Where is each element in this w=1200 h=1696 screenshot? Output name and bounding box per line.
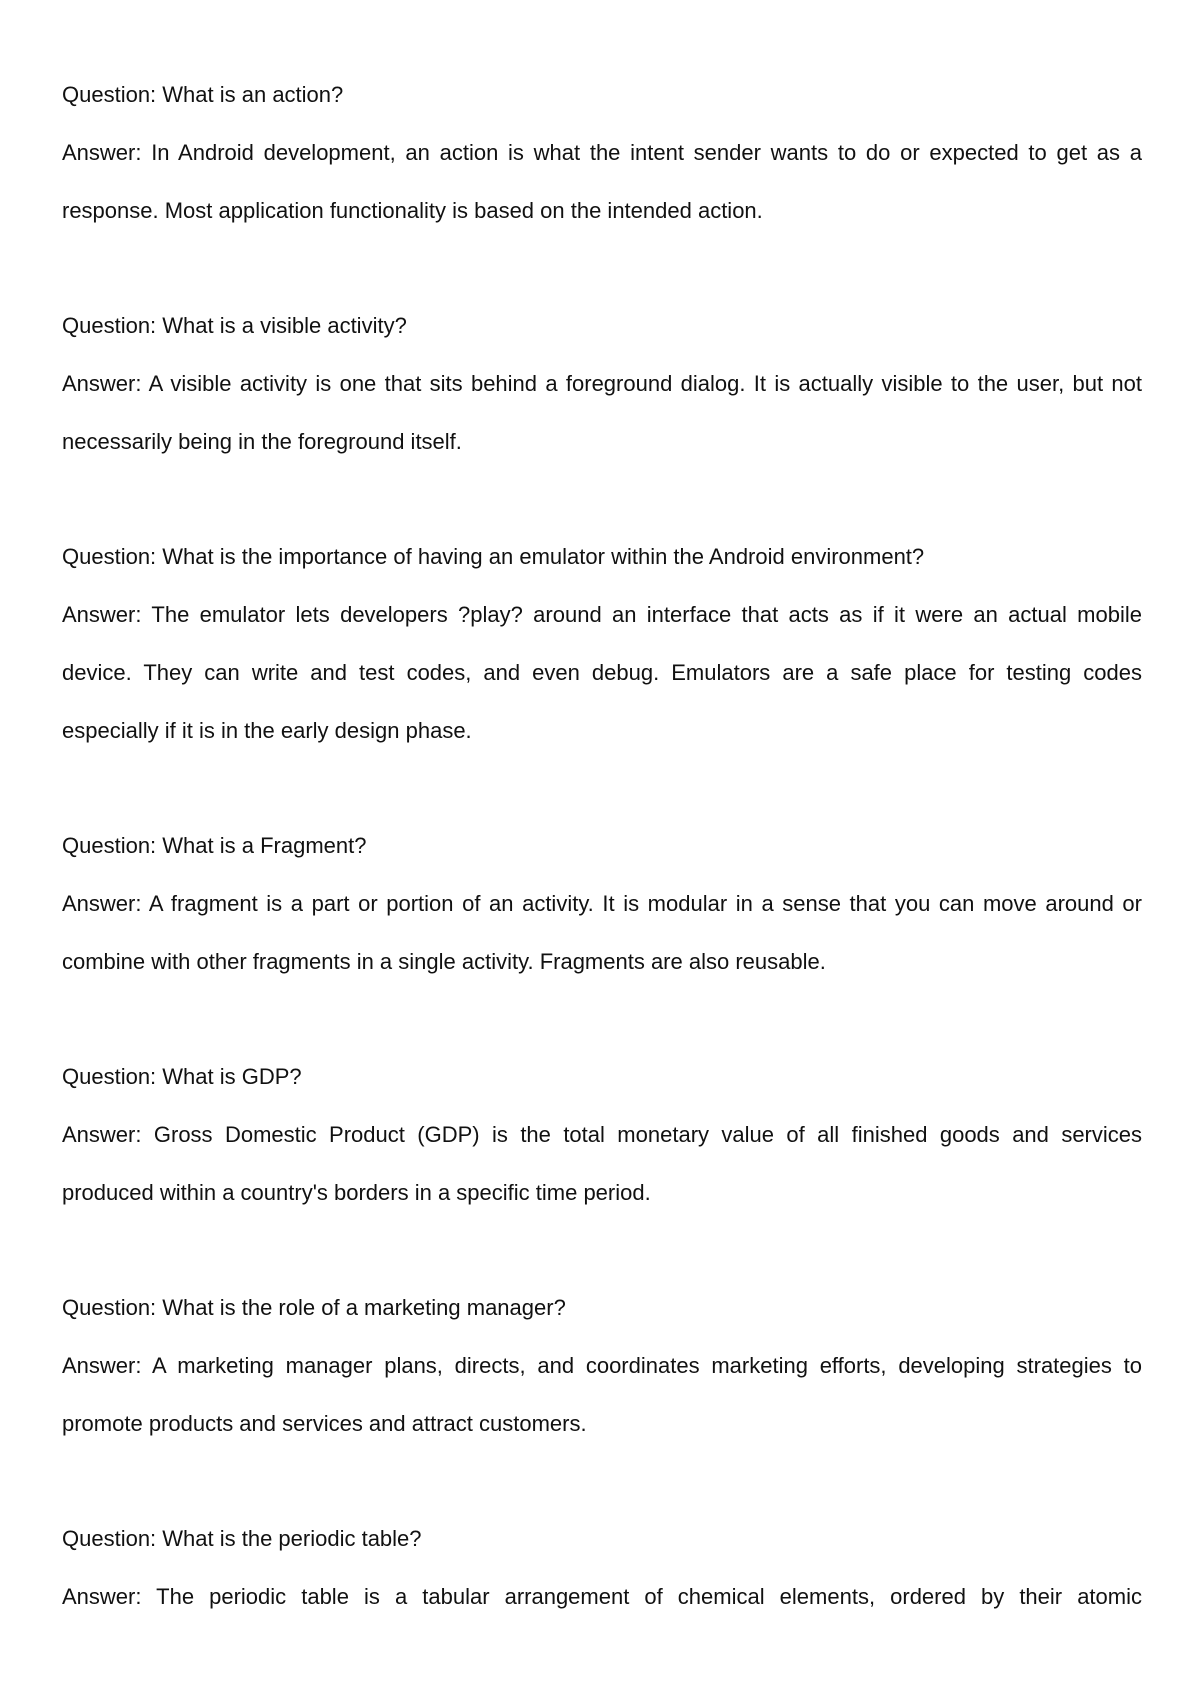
answer-text: Answer: The periodic table is a tabular arrangement of chemical elements, ordered by their atomic — [62, 1584, 1142, 1609]
qa-item — [62, 1048, 1142, 1222]
answer-text: Answer: In Android development, an action is what the intent sender wants to do or expected to get as a response. Most application functionality is based on the intended action. — [62, 140, 1142, 223]
answer-text: Answer: A fragment is a part or portion of an activity. It is modular in a sense that you can move around or combine with other fragments in a single activity. Fragments are also reusable. — [62, 891, 1142, 974]
answer-text: Answer: The emulator lets developers ?play? around an interface that acts as if it were an actual mobile device. They can write and test codes, and even debug. Emulators are a safe place for testing codes especially if it is in the early design phase. — [62, 602, 1142, 743]
question-text: Question: What is a visible activity? — [62, 313, 407, 338]
qa-item — [62, 66, 1142, 240]
question-text: Question: What is a Fragment? — [62, 833, 367, 858]
qa-item — [62, 1510, 1142, 1626]
question-text: Question: What is the periodic table? — [62, 1526, 422, 1551]
qa-item — [62, 297, 1142, 471]
answer-text: Answer: A marketing manager plans, directs, and coordinates marketing efforts, developing strategies to promote products and services and attract customers. — [62, 1353, 1142, 1436]
document-page — [62, 66, 1142, 1683]
qa-item — [62, 1279, 1142, 1453]
question-text: Question: What is the importance of having an emulator within the Android environment? — [62, 544, 925, 569]
answer-text: Answer: A visible activity is one that sits behind a foreground dialog. It is actually visible to the user, but not necessarily being in the foreground itself. — [62, 371, 1142, 454]
question-text: Question: What is GDP? — [62, 1064, 302, 1089]
question-text: Question: What is an action? — [62, 82, 344, 107]
answer-text: Answer: Gross Domestic Product (GDP) is the total monetary value of all finished goods and services produced within a country's borders in a specific time period. — [62, 1122, 1142, 1205]
qa-item — [62, 528, 1142, 760]
qa-item — [62, 817, 1142, 991]
question-text: Question: What is the role of a marketing manager? — [62, 1295, 566, 1320]
